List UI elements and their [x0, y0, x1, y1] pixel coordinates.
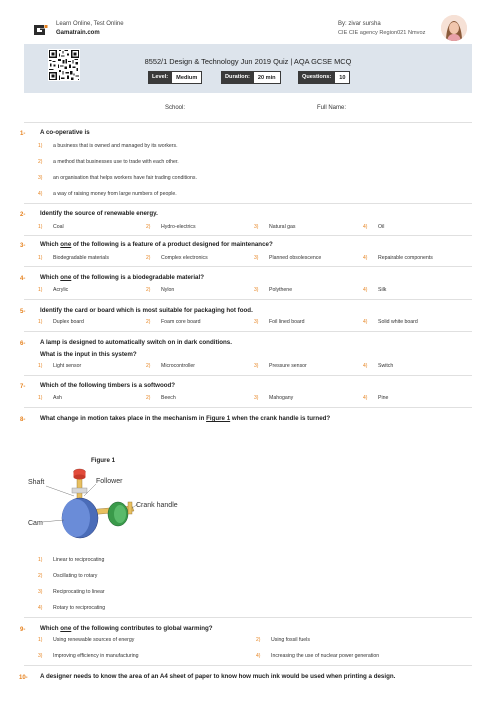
figure-label-crank: Crank handle	[136, 502, 178, 509]
option-text[interactable]: Switch	[378, 363, 394, 369]
question-number: 1-	[20, 131, 26, 137]
option-number: 1)	[38, 255, 43, 261]
divider	[24, 617, 472, 618]
page-header	[0, 0, 496, 50]
option-text[interactable]: Biodegradable materials	[53, 255, 109, 261]
question-text: Which one of the following is a biodegradable material?	[40, 274, 205, 281]
option-number: 2)	[146, 224, 151, 230]
option-number: 3)	[38, 175, 43, 181]
option-number: 4)	[38, 191, 43, 197]
option-text[interactable]: Complex electronics	[161, 255, 208, 261]
option-text[interactable]: Repairable components	[378, 255, 433, 261]
option-text[interactable]: Duplex board	[53, 319, 84, 325]
option-number: 3)	[254, 255, 259, 261]
option-text[interactable]: a way of raising money from large numbers of people.	[53, 191, 177, 197]
option-number: 4)	[363, 287, 368, 293]
option-number: 2)	[146, 319, 151, 325]
option-text[interactable]: Beech	[161, 395, 176, 401]
question-text: A designer needs to know the area of an A4 sheet of paper to know how much ink would be used when printing a design.	[40, 673, 396, 680]
question-number: 7-	[20, 384, 26, 390]
option-text[interactable]: Reciprocating to linear	[53, 589, 105, 595]
divider	[24, 299, 472, 300]
option-text[interactable]: Ash	[53, 395, 62, 401]
option-text[interactable]: Using fossil fuels	[271, 637, 310, 643]
quiz-banner	[24, 44, 472, 93]
question-number: 4-	[20, 276, 26, 282]
full-name-field-label: Full Name:	[317, 105, 347, 111]
question-text: Identify the source of renewable energy.	[40, 210, 158, 217]
option-number: 1)	[38, 319, 43, 325]
divider	[24, 203, 472, 204]
option-number: 2)	[38, 159, 43, 165]
option-number: 4)	[363, 224, 368, 230]
option-number: 1)	[38, 637, 43, 643]
option-number: 3)	[38, 653, 43, 659]
option-text[interactable]: Foam core board	[161, 319, 201, 325]
option-text[interactable]: Pine	[378, 395, 389, 401]
option-text[interactable]: Coal	[53, 224, 64, 230]
option-number: 1)	[38, 143, 43, 149]
option-number: 4)	[363, 363, 368, 369]
duration-label: Duration:	[221, 71, 254, 84]
option-text[interactable]: Increasing the use of nuclear power generation	[271, 653, 380, 659]
level-value: Medium	[172, 71, 202, 84]
avatar-portrait-icon	[441, 15, 467, 41]
question-text: Which one of the following contributes to global warming?	[40, 625, 213, 632]
question-number: 8-	[20, 417, 26, 423]
question-text: A lamp is designed to automatically switch on in dark conditions.	[40, 339, 232, 346]
avatar	[441, 15, 467, 41]
option-number: 2)	[38, 573, 43, 579]
question-text: What change in motion takes place in the mechanism in Figure 1 when the crank handle is turned?	[40, 415, 331, 422]
option-number: 1)	[38, 395, 43, 401]
option-number: 3)	[254, 287, 259, 293]
option-text[interactable]: Mahogany	[269, 395, 294, 401]
question-number: 5-	[20, 309, 26, 315]
option-number: 3)	[38, 589, 43, 595]
school-field-label: School:	[165, 105, 186, 111]
divider	[24, 665, 472, 666]
question-subtext: What is the input in this system?	[40, 351, 137, 358]
option-text[interactable]: Planned obsolescence	[269, 255, 322, 261]
option-text[interactable]: Rotary to reciprocating	[53, 605, 106, 611]
divider	[24, 122, 472, 123]
divider	[24, 235, 472, 236]
figure-title: Figure 1	[91, 457, 116, 464]
quiz-title: 8552/1 Design & Technology Jun 2019 Quiz | AQA GCSE MCQ	[144, 57, 352, 66]
option-number: 3)	[254, 363, 259, 369]
option-text[interactable]: Improving efficiency in manufacturing	[53, 653, 139, 659]
question-number: 9-	[20, 627, 26, 633]
questions-label: Questions:	[298, 71, 335, 84]
option-number: 4)	[363, 319, 368, 325]
option-text[interactable]: Linear to reciprocating	[53, 557, 105, 563]
level-label: Level:	[148, 71, 172, 84]
option-text[interactable]: a business that is owned and managed by its workers.	[53, 143, 178, 149]
duration-value: 20 min	[254, 71, 281, 84]
duration-badge	[221, 71, 281, 84]
brand-tagline: Learn Online, Test Online	[56, 21, 124, 27]
option-number: 2)	[256, 637, 261, 643]
option-number: 1)	[38, 363, 43, 369]
divider	[24, 375, 472, 376]
option-number: 2)	[146, 287, 151, 293]
option-number: 1)	[38, 224, 43, 230]
option-number: 4)	[363, 395, 368, 401]
author-affiliation: CIE CIE agency Region021 Nmvoz	[338, 30, 426, 36]
option-number: 1)	[38, 287, 43, 293]
option-text[interactable]: Light sensor	[53, 363, 82, 369]
option-text[interactable]: Foil lined board	[269, 319, 305, 325]
question-number: 2-	[20, 212, 26, 218]
option-number: 2)	[146, 395, 151, 401]
cam-follower-figure	[28, 468, 186, 552]
brand-site[interactable]: Gamatrain.com	[56, 30, 100, 36]
divider	[24, 407, 472, 408]
option-text[interactable]: Oil	[378, 224, 385, 230]
option-number: 2)	[146, 255, 151, 261]
figure-label-shaft: Shaft	[28, 479, 45, 486]
questions-badge	[298, 71, 350, 84]
figure-label-follower: Follower	[96, 478, 123, 485]
option-number: 2)	[146, 363, 151, 369]
option-number: 4)	[38, 605, 43, 611]
option-text[interactable]: Natural gas	[269, 224, 296, 230]
level-badge	[148, 71, 202, 84]
option-number: 4)	[256, 653, 261, 659]
author-name: By: zivar sursha	[338, 21, 381, 27]
divider	[24, 266, 472, 267]
option-text[interactable]: Solid white board	[378, 319, 418, 325]
option-number: 3)	[254, 395, 259, 401]
option-text[interactable]: an organisation that helps workers have fair trading conditions.	[53, 175, 197, 181]
question-text: Identify the card or board which is most suitable for packaging hot food.	[40, 307, 253, 314]
option-number: 4)	[363, 255, 368, 261]
option-text[interactable]: Silk	[378, 287, 387, 293]
option-number: 1)	[38, 557, 43, 563]
option-number: 3)	[254, 224, 259, 230]
option-number: 3)	[254, 319, 259, 325]
question-number: 10-	[19, 675, 28, 681]
option-text[interactable]: Hydro-electrics	[161, 224, 196, 230]
divider	[24, 331, 472, 332]
question-number: 6-	[20, 341, 26, 347]
option-text[interactable]: Acrylic	[53, 287, 69, 293]
option-text[interactable]: a method that businesses use to trade with each other.	[53, 159, 179, 165]
question-text: A co-operative is	[40, 129, 90, 136]
option-text[interactable]: Pressure sensor	[269, 363, 307, 369]
option-text[interactable]: Using renewable sources of energy	[53, 637, 135, 643]
questions-value: 10	[335, 71, 350, 84]
option-text[interactable]: Polythene	[269, 287, 293, 293]
question-text: Which of the following timbers is a softwood?	[40, 382, 176, 389]
option-text[interactable]: Nylon	[161, 287, 175, 293]
figure-label-cam: Cam	[28, 520, 43, 527]
question-number: 3-	[20, 243, 26, 249]
gamatrain-logo-icon	[32, 23, 48, 37]
option-text[interactable]: Microcontroller	[161, 363, 196, 369]
question-text: Which one of the following is a feature of a product designed for maintenance?	[40, 241, 273, 248]
option-text[interactable]: Oscillating to rotary	[53, 573, 98, 579]
